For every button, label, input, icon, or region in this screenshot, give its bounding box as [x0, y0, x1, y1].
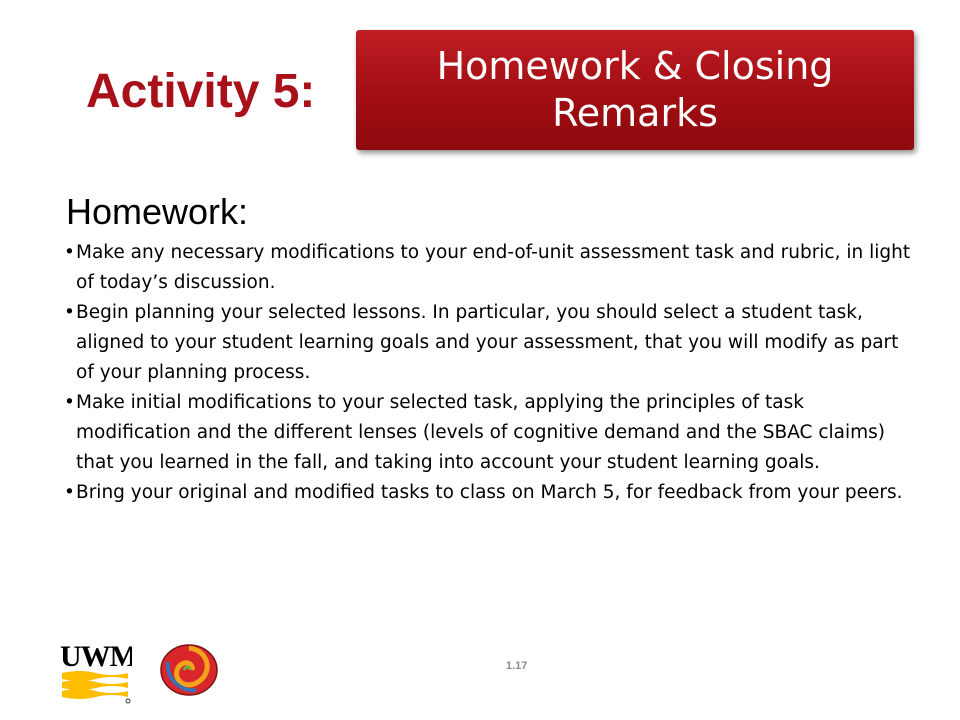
swirl-logo: [158, 642, 220, 698]
uwm-logo-icon: [60, 640, 132, 704]
title-banner: [356, 30, 914, 150]
svg-text:UWM: UWM: [60, 640, 132, 673]
homework-item-3: • Make initial modifications to your selected task, applying the principles of task modification and the different lenses (levels of cognitive demand and the SBAC claims) that you learned in the fall, and taking into account your student learning goals.: [64, 388, 920, 478]
homework-item-4: • Bring your original and modified tasks to class on March 5, for feedback from your peers.: [64, 478, 920, 508]
page-number: 1.17: [506, 660, 528, 672]
homework-item-1: • Make any necessary modifications to your end-of-unit assessment task and rubric, in light of today’s discussion.: [64, 238, 920, 298]
banner-title: Homework & Closing Remarks: [436, 44, 834, 135]
homework-list: [64, 238, 920, 508]
swirl-logo-icon: [158, 642, 220, 698]
section-heading: Homework:: [66, 191, 249, 232]
uwm-logo: [60, 640, 132, 704]
homework-item-2: • Begin planning your selected lessons. In particular, you should select a student task, aligned to your student learning goals and your assessment, that you will modify as part of your planning process.: [64, 298, 920, 388]
activity-title: Activity 5:: [86, 65, 316, 118]
